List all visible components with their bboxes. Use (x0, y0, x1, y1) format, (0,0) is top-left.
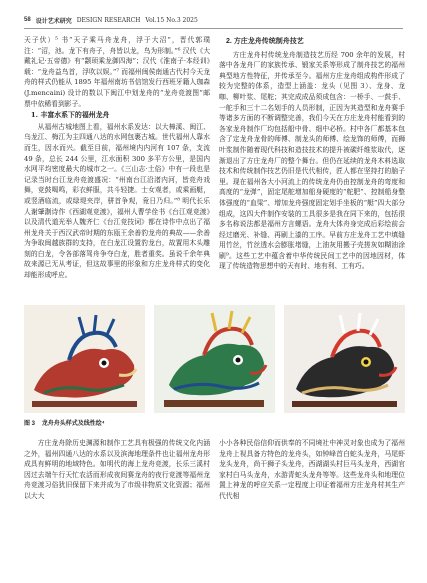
dragon-head-illustration (24, 305, 145, 413)
figure-3 (24, 305, 405, 413)
paragraph: 天子伏）⁵ 书“天子乘马舟龙舟，浮于大沼”，晋代郭璞注：“沼，池。龙下有舟子，舟皆以龙，鸟为形制。”⁶ 汉代《大戴礼记·五帝德》有“颛顼乘龙御四海”；汉代《淮南子·本经训》载：“龙舟益鸟首，浮吹以娱。”⁷ 而福州闽侯南通古代村今天龙舟的样式仍能从 1895 年福州南坊书信馆发行西班牙籍人珈森(J.mencaini) 设计的数以下闽江中划龙舟的“龙舟竞渡图”邮票中依稀看到影子。 (24, 36, 210, 108)
bottom-right-column (219, 438, 405, 502)
dragon-head-illustration (284, 305, 405, 413)
figure-number: 图 3 (24, 421, 36, 427)
journal-title-en: DESIGN RESEARCH (76, 16, 141, 24)
figure-panel-red-dragon (24, 305, 145, 413)
bottom-left-column (24, 438, 210, 502)
paragraph: 方庄龙舟村传统龙舟制造技艺历经 700 余年的发展，村落中各龙舟厂的家族传承、锻家关系等形成了制舟技艺的福州典型地方性特征，并传承至今。福州方庄龙舟组成构件形成了较为完整的体系，造型上涵盖：龙头（见图 3）、龙身、龙咖、柳叶浆、尾舵；其完成成品须成包含：一桥手、一鼓手、一舵手和三十二名划手的人员形制，正因为其造型和龙舟赛手等诸多方面的不断调整完善，我们今天在方庄龙舟村能看到的各家龙舟制作厂均包括船中骨、细中必桥。村中各厂都基本包含了定龙舟龙骨的师傅、制龙头的师傅、绘龙饰的师傅，而狮叶浆制作随着现代科技和造技技术的提升被碳纤维浆取代，逐渐退出了方庄龙舟厂的整个舞台。但仍在延续的龙舟木料选取技术和传统制作技艺仍旧是代代相传，匠人都在坚持打的脑子里。现在福州各大小河流上的传统龙舟仍由控制龙舟的弯度和高度的“龙弹”，固定尾舵增加船身硬度的“舵肥”、控制船身整体强度的“血梁”、增加龙舟强度固定划手坐板的“艇”四大部分组成，这四大件制作安装的工具很多是我在同下来的，包括很多名称说法都是福州方言螺语。龙舟大体舟身完成后彩绘前会经过磨光、补缝、再刷上漆的工序。早前方庄龙舟工艺中填缝用竹丝，竹丝透水会膨胀堵缝，上油灰用搬子壳搓灰如糊油涂刷⁹。这些工艺中蕴含着中华传统民间工艺中的因地因材，体现了传统造物思想中的天有时、地有利、工有巧。 (219, 50, 405, 271)
paragraph: 方庄龙舟除历史渊源和制作工艺具有极强的传统文化内涵之外，福州四通八达的水系以及滨海地理条件也让福州龙舟形成具有鲜明的地域特色。如明代的海上龙舟竞渡，长乐三溪村因过去端午行天忙农活而形成夜间赛龙舟的夜行竞渡等福州龙舟竞渡习俗犹旧保留下来并成为了市级非物质文化资源；福州以大大 (24, 439, 210, 500)
journal-title-cn: 设计艺术研究 (35, 18, 72, 25)
paragraph: 从福州古城地图上看，福州水系发达：以大樟溪、闽江、乌龙江、梅江为主四通八达的水网包裹古城。世代福州人靠水而生，因水而兴。截至目前，福州境内内河有 107 条，支流 49 条，总长 244 公里，江水面积 300 多平方公里，是国内水网平均密度最大的城市之一。《三山志·土俗》中有一段也是记录当时台江龙舟竞渡盛况：“州南台江沿渚内河，皆竞舟戏舞，竞鼓喝鸣，彩衣鲜服，共斗轻捷。士女观者，或乘画艇，或竖酒临流，或绿堤夹岸，骈首争观，竟日乃归。”⁸ 明代长乐人谢肇淛诗作《西湖观竞渡》，福州人曹学佺书《台江观竞渡》以及清代道光举人魏齐仁《台江竞技词》都在诗作中点出了福州龙舟关于西汉武帝时期的东瓯王余善豹龙舟的典故——余善为争取闽越族群的支持，在白龙江设置豹龙台，故置用木头雕刻的白龙，令各部落驾舟争夺白龙，胜者重奖。虽说千余年典故来源已无从考证，但这故事里的形象和方庄龙舟样式的变化却能形成呼应。 (24, 122, 210, 280)
figure-caption (24, 418, 405, 427)
figure-panel-green-dragon (154, 305, 275, 413)
figure-caption-text: 龙舟舟头样式及线性绘⁴ (41, 421, 105, 427)
section-heading: 2. 方庄龙舟传统制舟技艺 (226, 38, 304, 45)
page-number: 58 (24, 17, 31, 23)
header-rule (24, 28, 403, 29)
paragraph: 小小各种民俗信仰而供奉的不同境社中神灵对象也成为了福州龙舟上视具备方特色的龙舟头，如钟峰首白蛇头龙舟，马尾虾龙头龙舟，尚干狮子头龙舟，西湖湖头村巨马头龙舟，西湖官家村白马头龙舟，水游青蛇头龙舟等等。这些龙舟头和地理位置上神龙的呼应关系一定程度上印证着福州方庄龙舟村其生产代代相 (219, 439, 405, 500)
page-header (24, 14, 403, 26)
dragon-head-illustration (154, 305, 275, 413)
section-heading: 1. 丰富水系下的福州龙舟 (30, 111, 110, 120)
volume-issue: Vol.15 No.3 2025 (145, 16, 198, 24)
left-column (24, 35, 210, 281)
right-column (219, 35, 405, 272)
figure-panel-black-dragon (284, 305, 405, 413)
